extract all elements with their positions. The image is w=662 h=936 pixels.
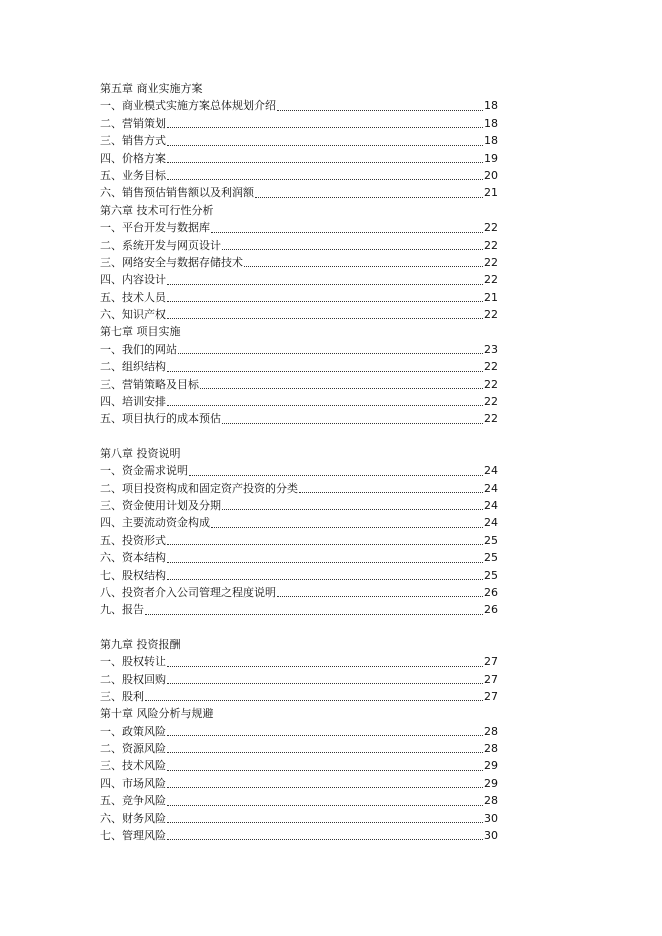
dot-leader — [167, 306, 483, 323]
dot-leader — [167, 810, 483, 827]
toc-entry[interactable] — [100, 723, 498, 740]
toc-section — [100, 323, 498, 427]
toc-section — [100, 80, 498, 202]
toc-entry-label: 一、资金需求说明 — [100, 464, 188, 478]
dot-leader — [167, 567, 483, 584]
toc-entry[interactable] — [100, 219, 498, 236]
toc-entry[interactable] — [100, 653, 498, 670]
dot-leader — [167, 289, 483, 306]
toc-page-number: 24 — [484, 481, 498, 495]
dot-leader — [244, 254, 483, 271]
dot-leader — [167, 393, 483, 410]
dot-leader — [167, 150, 483, 167]
dot-leader — [277, 584, 483, 601]
toc-page-number: 25 — [484, 533, 498, 547]
toc-entry-label: 四、内容设计 — [100, 273, 166, 287]
toc-page-number: 29 — [484, 759, 498, 773]
toc-entry[interactable] — [100, 688, 498, 705]
toc-entry-label: 二、资源风险 — [100, 742, 166, 756]
toc-entry-label: 三、销售方式 — [100, 134, 166, 148]
toc-entry-label: 五、竞争风险 — [100, 794, 166, 808]
toc-entry-label: 四、主要流动资金构成 — [100, 516, 210, 530]
toc-page-number: 26 — [484, 603, 498, 617]
toc-entry-label: 四、价格方案 — [100, 151, 166, 165]
toc-entry-label: 三、技术风险 — [100, 759, 166, 773]
toc-entry-label: 六、资本结构 — [100, 551, 166, 565]
toc-page-number: 21 — [484, 290, 498, 304]
toc-page-number: 22 — [484, 273, 498, 287]
toc-entry[interactable] — [100, 480, 498, 497]
toc-entry-label: 六、销售预估销售额以及利润额 — [100, 186, 254, 200]
toc-entry[interactable] — [100, 115, 498, 132]
toc-page-number: 18 — [484, 99, 498, 113]
toc-entry-label: 七、管理风险 — [100, 829, 166, 843]
dot-leader — [145, 601, 483, 618]
toc-entry-label: 一、政策风险 — [100, 724, 166, 738]
toc-page-number: 23 — [484, 342, 498, 356]
toc-page-number: 24 — [484, 498, 498, 512]
toc-entry[interactable] — [100, 671, 498, 688]
dot-leader — [167, 740, 483, 757]
toc-entry-label: 三、营销策略及目标 — [100, 377, 199, 391]
toc-entry-label: 五、业务目标 — [100, 168, 166, 182]
toc-page-number: 22 — [484, 412, 498, 426]
dot-leader — [167, 115, 483, 132]
dot-leader — [167, 549, 483, 566]
toc-entry-label: 二、组织结构 — [100, 360, 166, 374]
toc-entry[interactable] — [100, 254, 498, 271]
dot-leader — [167, 358, 483, 375]
toc-page-number: 27 — [484, 655, 498, 669]
dot-leader — [167, 757, 483, 774]
toc-page-number: 22 — [484, 308, 498, 322]
toc-entry[interactable] — [100, 341, 498, 358]
toc-entry[interactable] — [100, 271, 498, 288]
toc-entry[interactable] — [100, 306, 498, 323]
toc-page-number: 24 — [484, 464, 498, 478]
chapter-heading: 第九章 投资报酬 — [100, 637, 181, 651]
toc-page-number: 22 — [484, 377, 498, 391]
toc-entry[interactable] — [100, 827, 498, 844]
toc-entry[interactable] — [100, 549, 498, 566]
section-spacer — [100, 428, 498, 445]
dot-leader — [222, 497, 483, 514]
toc-entry-label: 四、培训安排 — [100, 395, 166, 409]
table-of-contents — [100, 80, 498, 844]
dot-leader — [189, 462, 483, 479]
toc-entry[interactable] — [100, 584, 498, 601]
dot-leader — [167, 723, 483, 740]
dot-leader — [167, 775, 483, 792]
chapter-heading: 第十章 风险分析与规避 — [100, 707, 214, 721]
toc-entry-label: 二、系统开发与网页设计 — [100, 238, 221, 252]
toc-page-number: 27 — [484, 689, 498, 703]
toc-entry-label: 一、商业模式实施方案总体规划介绍 — [100, 99, 276, 113]
toc-page-number: 24 — [484, 516, 498, 530]
toc-entry-label: 二、股权回购 — [100, 672, 166, 686]
toc-entry-label: 一、我们的网站 — [100, 342, 177, 356]
toc-entry[interactable] — [100, 497, 498, 514]
toc-entry-label: 三、股利 — [100, 689, 144, 703]
toc-entry[interactable] — [100, 150, 498, 167]
dot-leader — [167, 167, 483, 184]
toc-entry[interactable] — [100, 567, 498, 584]
dot-leader — [167, 132, 483, 149]
toc-entry-label: 五、技术人员 — [100, 290, 166, 304]
toc-section — [100, 445, 498, 619]
toc-entry-label: 三、网络安全与数据存储技术 — [100, 255, 243, 269]
toc-entry[interactable] — [100, 410, 498, 427]
toc-entry[interactable] — [100, 97, 498, 114]
dot-leader — [222, 410, 483, 427]
toc-entry[interactable] — [100, 740, 498, 757]
dot-leader — [167, 271, 483, 288]
toc-entry[interactable] — [100, 757, 498, 774]
dot-leader — [178, 341, 483, 358]
dot-leader — [167, 671, 483, 688]
toc-entry-label: 八、投资者介入公司管理之程度说明 — [100, 585, 276, 599]
toc-entry[interactable] — [100, 184, 498, 201]
section-spacer — [100, 619, 498, 636]
toc-entry-label: 一、股权转让 — [100, 655, 166, 669]
dot-leader — [200, 376, 483, 393]
toc-page-number: 22 — [484, 238, 498, 252]
dot-leader — [222, 237, 483, 254]
chapter-heading: 第五章 商业实施方案 — [100, 82, 203, 95]
toc-page-number: 28 — [484, 794, 498, 808]
chapter-heading: 第七章 项目实施 — [100, 325, 181, 339]
toc-entry-label: 二、营销策划 — [100, 116, 166, 130]
toc-page-number: 29 — [484, 776, 498, 790]
toc-entry[interactable] — [100, 393, 498, 410]
toc-entry[interactable] — [100, 237, 498, 254]
toc-section — [100, 636, 498, 706]
toc-page-number: 21 — [484, 186, 498, 200]
toc-section — [100, 202, 498, 324]
dot-leader — [167, 653, 483, 670]
toc-page-number: 25 — [484, 568, 498, 582]
toc-page-number: 20 — [484, 168, 498, 182]
toc-entry-label: 六、财务风险 — [100, 811, 166, 825]
toc-section — [100, 705, 498, 844]
chapter-heading: 第八章 投资说明 — [100, 446, 181, 460]
toc-page-number: 30 — [484, 829, 498, 843]
chapter-heading: 第六章 技术可行性分析 — [100, 203, 214, 217]
toc-entry[interactable] — [100, 462, 498, 479]
toc-entry-label: 七、股权结构 — [100, 568, 166, 582]
dot-leader — [299, 480, 483, 497]
toc-page-number: 30 — [484, 811, 498, 825]
toc-page-number: 19 — [484, 151, 498, 165]
toc-entry[interactable] — [100, 358, 498, 375]
dot-leader — [167, 532, 483, 549]
toc-page-number: 28 — [484, 742, 498, 756]
toc-page-number: 22 — [484, 360, 498, 374]
toc-page-number: 25 — [484, 551, 498, 565]
dot-leader — [211, 514, 483, 531]
toc-entry-label: 六、知识产权 — [100, 308, 166, 322]
toc-page-number: 22 — [484, 255, 498, 269]
dot-leader — [211, 219, 483, 236]
toc-entry-label: 五、投资形式 — [100, 533, 166, 547]
dot-leader — [255, 184, 483, 201]
toc-entry[interactable] — [100, 167, 498, 184]
toc-entry[interactable] — [100, 775, 498, 792]
toc-entry-label: 二、项目投资构成和固定资产投资的分类 — [100, 481, 298, 495]
toc-entry-label: 四、市场风险 — [100, 776, 166, 790]
toc-entry[interactable] — [100, 601, 498, 618]
dot-leader — [145, 688, 483, 705]
toc-page-number: 22 — [484, 221, 498, 235]
toc-entry[interactable] — [100, 376, 498, 393]
toc-entry-label: 九、报告 — [100, 603, 144, 617]
toc-entry[interactable] — [100, 132, 498, 149]
toc-page-number: 22 — [484, 395, 498, 409]
toc-page-number: 18 — [484, 116, 498, 130]
toc-entry-label: 三、资金使用计划及分期 — [100, 498, 221, 512]
dot-leader — [167, 792, 483, 809]
toc-entry-label: 五、项目执行的成本预估 — [100, 412, 221, 426]
toc-page-number: 28 — [484, 724, 498, 738]
toc-entry[interactable] — [100, 792, 498, 809]
toc-entry[interactable] — [100, 532, 498, 549]
toc-page-number: 27 — [484, 672, 498, 686]
dot-leader — [167, 827, 483, 844]
toc-page-number: 26 — [484, 585, 498, 599]
toc-entry[interactable] — [100, 810, 498, 827]
toc-entry-label: 一、平台开发与数据库 — [100, 221, 210, 235]
toc-entry[interactable] — [100, 289, 498, 306]
dot-leader — [277, 97, 483, 114]
toc-entry[interactable] — [100, 514, 498, 531]
toc-page-number: 18 — [484, 134, 498, 148]
